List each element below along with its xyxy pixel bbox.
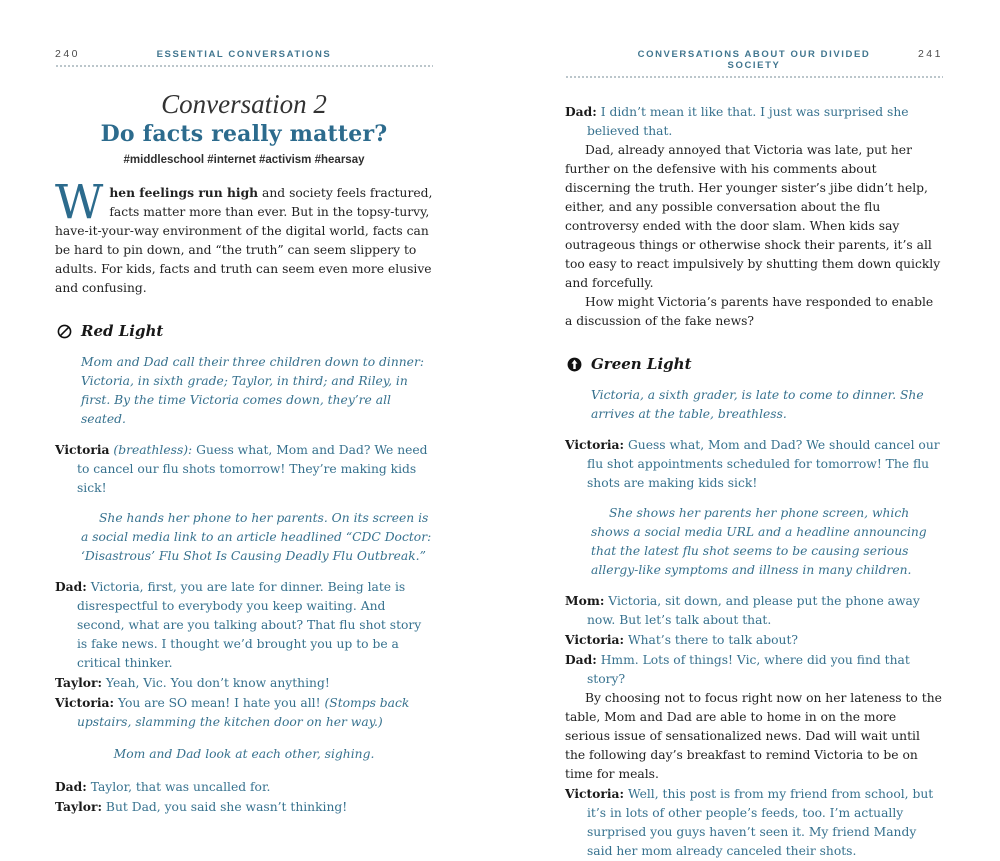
drop-cap: W (55, 175, 104, 230)
section-heading-green-light (567, 355, 943, 374)
stage-direction: Mom and Dad call their three children down to dinner: Victoria, in sixth grade; Taylor, in third; and Riley, in first. By the time Victoria comes down, they’re all seated. (81, 355, 424, 426)
narrative-paragraph: How might Victoria’s parents have responded to enable a discussion of the fake news? (565, 295, 934, 328)
dialogue-line (565, 630, 943, 650)
dialogue-line (55, 577, 433, 673)
stage-direction-centered: Mom and Dad look at each other, sighing. (113, 747, 375, 761)
narrative-paragraph: Dad, already annoyed that Victoria was late, put her further on the defensive with his comments about discerning the truth. Her younger sister’s jibe didn’t help, either, and any possible conversation about the flu controversy ended with the door slam. When kids say outrageous things or otherwise shock their parents, it’s all too easy to react impulsively by shutting them down quickly and forcefully. (565, 143, 941, 290)
dialogue-line (565, 435, 943, 493)
conversation-label: Conversation 2 (161, 89, 327, 119)
speaker-name: Dad: (565, 652, 597, 667)
intro-bold-lead: hen feelings run high (109, 185, 259, 200)
dialogue-line (55, 440, 433, 498)
speaker-name: Victoria (55, 442, 110, 457)
dialogue-line (55, 797, 433, 817)
up-arrow-icon (567, 357, 582, 372)
dialogue-text: Taylor, that was uncalled for. (90, 780, 271, 794)
no-entry-icon (57, 324, 72, 339)
dialogue-line (565, 650, 943, 689)
dialogue-line (55, 693, 433, 732)
speaker-name: Victoria: (565, 632, 625, 647)
dialogue-text: Hmm. Lots of things! Vic, where did you find that story? (587, 653, 910, 686)
dotted-rule (565, 76, 943, 78)
left-page (55, 48, 433, 861)
inline-stage-direction: (Stomps back upstairs, slamming the kitchen door on her way.) (77, 696, 410, 729)
right-page-content (565, 102, 943, 861)
dialogue-text: What’s there to talk about? (627, 633, 798, 647)
intro-text: and society feels fractured, facts matter more than ever. But in the topsy-turvy, have-it-your-way environment of the digital world, facts can be hard to pin down, and “the truth” can seem slippery to adults. For kids, facts and truth can seem even more elusive and confusing. (55, 186, 433, 295)
dialogue-text: Victoria, first, you are late for dinner. Being late is disrespectful to everybody you keep waiting. And second, what are you talking about? That flu shot story is fake news. I thought we’d brought you up to be a critical thinker. (77, 580, 422, 670)
dialogue-text: I didn’t mean it like that. I just was surprised she believed that. (587, 105, 909, 138)
running-head-right: CONVERSATIONS ABOUT OUR DIVIDED SOCIETY (637, 49, 871, 71)
section-label: Green Light (591, 355, 692, 373)
hashtags: #middleschool #internet #activism #hearsay (123, 154, 365, 166)
dialogue-line (565, 784, 943, 861)
dialogue-line (55, 673, 433, 693)
dialogue-text: Guess what, Mom and Dad? We need to cancel our flu shots tomorrow! They’re making kids sick! (77, 443, 428, 495)
page-number-left: 240 (55, 48, 81, 60)
dialogue-line (55, 777, 433, 797)
section-heading-red-light (57, 322, 433, 341)
speaker-name: Victoria: (565, 437, 625, 452)
dialogue-text: But Dad, you said she wasn’t thinking! (105, 800, 348, 814)
dialogue-text: Well, this post is from my friend from school, but it’s in lots of other people’s feeds, too. I’m actually surprised you guys haven’t seen it. My friend Mandy said her mom already canceled their shots. (587, 787, 934, 858)
section-label: Red Light (81, 322, 164, 340)
stage-direction: She hands her phone to her parents. On its screen is a social media link to an article headlined “CDC Doctor: ‘Disastrous’ Flu Shot Is Causing Deadly Flu Outbreak.” (81, 511, 432, 563)
right-page (565, 48, 943, 861)
speaker-name: Victoria: (565, 786, 625, 801)
narrative-paragraph: By choosing not to focus right now on her lateness to the table, Mom and Dad are able to home in on the more serious issue of sensationalized news. Dad will wait until the following day’s breakfast to remind Victoria to be on time for meals. (565, 691, 942, 781)
speaker-name: Taylor: (55, 675, 102, 690)
right-page-header (565, 48, 943, 71)
stage-direction: She shows her parents her phone screen, which shows a social media URL and a headline announcing that the latest flu shot seems to be causing serious allergy-like symptoms and illness in many children. (591, 506, 927, 577)
speaker-name: Taylor: (55, 799, 102, 814)
dialogue-line (565, 591, 943, 630)
dialogue-line (565, 102, 943, 141)
speaker-name: Dad: (55, 579, 87, 594)
dialogue-text: You are SO mean! I hate you all! (117, 696, 321, 710)
chapter-title: Do facts really matter? (100, 121, 388, 147)
speaker-aside: (breathless): (113, 443, 193, 457)
speaker-name: Dad: (55, 779, 87, 794)
stage-direction: Victoria, a sixth grader, is late to come to dinner. She arrives at the table, breathless. (591, 388, 924, 421)
dotted-rule (55, 65, 433, 67)
left-page-content (55, 322, 433, 817)
running-head-left: ESSENTIAL CONVERSATIONS (156, 49, 332, 60)
page-number-right: 241 (917, 48, 943, 60)
dialogue-text: Guess what, Mom and Dad? We should cancel our flu shot appointments scheduled for tomorrow! The flu shots are making kids sick! (587, 438, 940, 490)
dialogue-text: Victoria, sit down, and please put the phone away now. But let’s talk about that. (587, 594, 920, 627)
dialogue-text: Yeah, Vic. You don’t know anything! (105, 676, 330, 690)
left-page-header (55, 48, 433, 60)
speaker-name: Dad: (565, 104, 597, 119)
speaker-name: Victoria: (55, 695, 115, 710)
intro-paragraph (55, 175, 433, 298)
speaker-name: Mom: (565, 593, 605, 608)
